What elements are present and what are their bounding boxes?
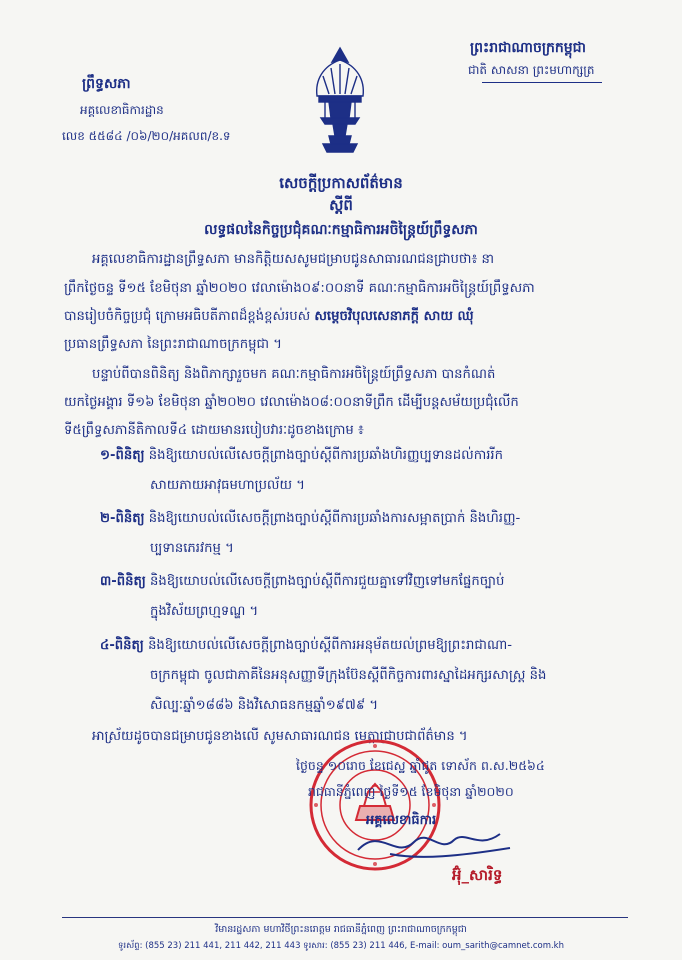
agenda-item-3-text: និងឱ្យយោបល់លើសេចក្តីព្រាងច្បាប់ស្តីពីការជួយគ្នាទៅវិញទៅមកផ្នែកច្បាប់ — [150, 574, 505, 589]
solar-date: រាជធានីភ្នំពេញ ថ្ងៃទី១៥ ខែមិថុនា ឆ្នាំ២០២០ — [308, 784, 514, 799]
department-name: អគ្គលេខាធិការដ្ឋាន — [80, 103, 164, 117]
agenda-item-3-number: ៣-ពិនិត្យ — [100, 574, 146, 589]
closing-statement: អាស្រ័យដូចបានជម្រាបជូនខាងលើ សូមសាធារណជន មេត្តាជ្រាបជាព័ត៌មាន ។ — [92, 729, 468, 744]
agenda-item-1-continued: សាយភាយអាវុធមហាប្រល័យ ។ — [150, 478, 305, 493]
agenda-item-4-text: និងឱ្យយោបល់លើសេចក្តីព្រាងច្បាប់ស្តីពីការអនុម័តយល់ព្រមឱ្យព្រះរាជាណា- — [148, 638, 513, 653]
agenda-item-2-number: ២-ពិនិត្យ — [100, 511, 145, 526]
reference-number: លេខ ៥៥៨៤ /០៦/២០/អគលព/ខ.ទ — [62, 129, 231, 143]
agenda-item-2 — [100, 510, 520, 529]
paragraph-2-line-3: ទី៥ព្រឹទ្ធសភានីតិកាលទី៤ ដោយមានរបៀបវារៈដូចខាងក្រោម ៖ — [64, 423, 364, 438]
footer-divider — [62, 917, 628, 918]
document-subtitle-about: ស្តីពី — [329, 196, 353, 214]
agenda-item-3-continued: ក្នុងវិស័យព្រហ្មទណ្ឌ ។ — [150, 604, 259, 619]
paragraph-1-line-3 — [64, 303, 474, 330]
agenda-item-2-text: និងឱ្យយោបល់លើសេចក្តីព្រាងច្បាប់ស្តីពីការប្រឆាំងការសម្អាតប្រាក់ និងហិរញ្ញ- — [148, 511, 521, 526]
agenda-item-1-number: ១-ពិនិត្យ — [100, 448, 145, 463]
handwritten-signature-icon — [350, 820, 520, 866]
agenda-item-4-continued-2: សិល្បៈឆ្នាំ១៨៨៦ និងវិសោធនកម្មឆ្នាំ១៩៧៩ ។ — [150, 698, 379, 713]
motto-ornament — [482, 82, 602, 83]
footer-address: វិមានរដ្ឋសភា មហាវិថីព្រះនរោត្តម រាជធានីភ្នំពេញ ព្រះរាជាណាចក្រកម្ពុជា — [215, 924, 467, 935]
document-title: សេចក្តីប្រកាសព័ត៌មាន — [279, 174, 403, 192]
kingdom-heading: ព្រះរាជាណាចក្រកម្ពុជា — [470, 40, 587, 56]
agenda-item-4 — [100, 637, 512, 656]
paragraph-1-line-4: ប្រធានព្រឹទ្ធសភា នៃព្រះរាជាណាចក្រកម្ពុជា ។ — [64, 337, 282, 352]
agenda-item-3 — [100, 573, 504, 592]
president-name: សម្តេចវិបុលសេនាភក្តី សាយ ឈុំ — [314, 309, 474, 324]
paragraph-1-line-2: ព្រឹកថ្ងៃចន្ទ ទី១៥ ខែមិថុនា ឆ្នាំ២០២០ វេលាម៉ោង០៩:០០នាទី គណៈកម្មាធិការអចិន្ត្រៃយ៍ព្រឹទ្ធសភា — [64, 281, 535, 296]
agenda-item-4-number: ៤-ពិនិត្យ — [100, 638, 144, 653]
signatory-title: អគ្គលេខាធិការ — [366, 813, 437, 828]
paragraph-1-line-1: អគ្គលេខាធិការដ្ឋានព្រឹទ្ធសភា មានកិត្តិយសសូមជម្រាបជូនសាធារណជនជ្រាបថា៖ នា — [92, 252, 495, 267]
paragraph-2-line-2: យកថ្ងៃអង្គារ ទី១៦ ខែមិថុនា ឆ្នាំ២០២០ វេលាម៉ោង០៨:០០នាទីព្រឹក ដើម្បីបន្តសម័យប្រជុំលើក — [64, 395, 519, 410]
agenda-item-2-continued: ប្បទានភេរវកម្ម ។ — [150, 541, 234, 556]
lunar-date: ថ្ងៃចន្ទ ១០រោច ខែជេស្ឋ ឆ្នាំជូត ទោស័ក ព.ស.២៥៦៤ — [296, 758, 545, 773]
organization-name: ព្រឹទ្ធសភា — [82, 76, 131, 92]
national-motto: ជាតិ សាសនា ព្រះមហាក្សត្រ — [468, 63, 595, 77]
agenda-item-1-text: និងឱ្យយោបល់លើសេចក្តីព្រាងច្បាប់ស្តីពីការប្រឆាំងហិរញ្ញប្បទានដល់ការរីក — [148, 448, 503, 463]
paragraph-2-line-1: បន្ទាប់ពីបានពិនិត្យ និងពិភាក្សារួចមក គណៈកម្មាធិការអចិន្ត្រៃយ៍ព្រឹទ្ធសភា បានកំណត់ — [92, 367, 496, 382]
footer-contact: ទូរស័ព្ទ: (855 23) 211 441, 211 442, 211 443 ទូរសារ: (855 23) 211 446, E-mail: oum_sarith@camnet.com.kh — [118, 941, 564, 951]
agenda-item-4-continued: ចក្រកម្ពុជា ចូលជាភាគីនៃអនុសញ្ញាទីក្រុងប៊ែនស្តីពីកិច្ចការពារស្នាដៃអក្សរសាស្ត្រ និង — [150, 668, 547, 683]
paragraph-1-line-3-text: បានរៀបចំកិច្ចប្រជុំ ក្រោមអធិបតីភាពដ៏ខ្ពង់ខ្ពស់របស់ — [64, 309, 315, 324]
document-subject: លទ្ធផលនៃកិច្ចប្រជុំគណៈកម្មាធិការអចិន្ត្រៃយ៍ព្រឹទ្ធសភា — [204, 222, 478, 238]
agenda-item-1 — [100, 447, 503, 466]
senate-emblem-icon — [303, 44, 377, 156]
signatory-name: អ៊ុំ_សារិទ្ធ — [452, 866, 503, 884]
